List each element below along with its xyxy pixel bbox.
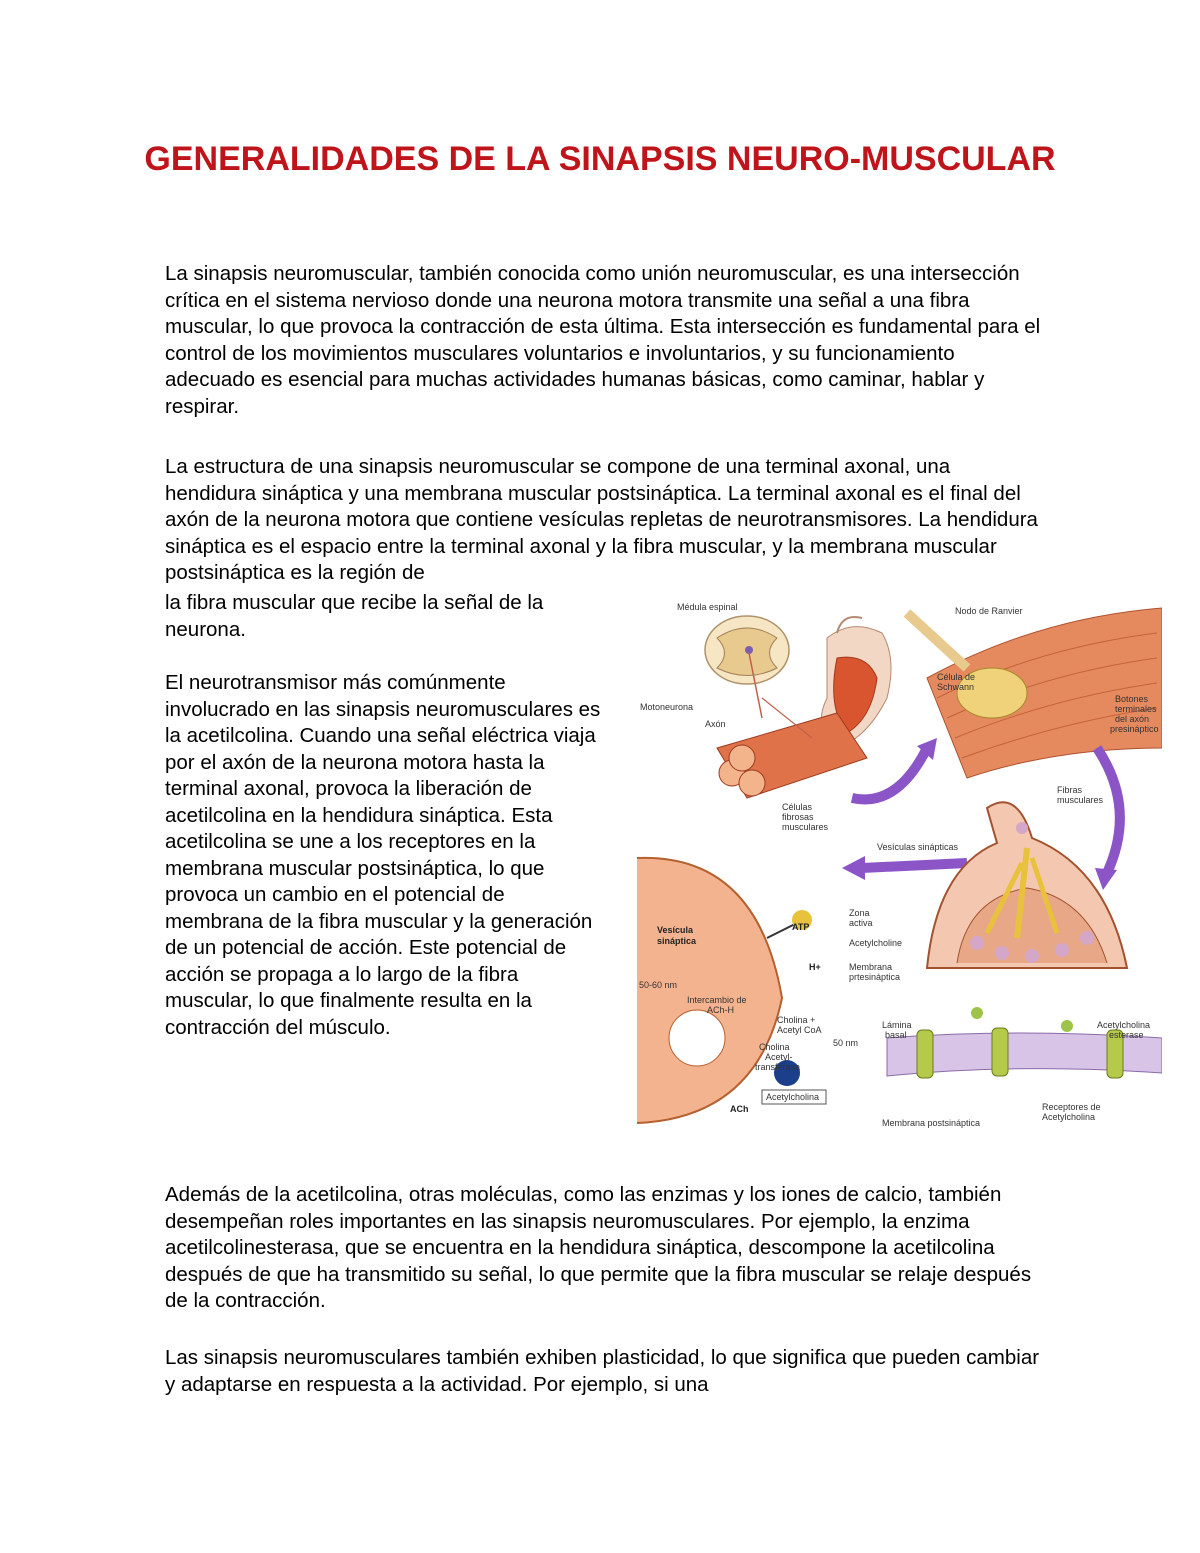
label-botones-2: terminales [1115, 704, 1157, 714]
paragraph-other-molecules: Además de la acetilcolina, otras moléculas, como las enzimas y los iones de calcio, también desempeñan roles importantes en las sinapsis neuromusculares. Por ejemplo, la enzima acetilcolinesterasa, que se encuentra en la hendidura sináptica, descompone la acetilcolina después de que ha transmitido su señal, lo que permite que la fibra muscular se relaje después de la contracción. [165, 1183, 1032, 1312]
label-celulas-2: fibrosas [782, 812, 814, 822]
label-acetylcholine: Acetylcholine [849, 938, 903, 948]
label-vesicula-1: Vesícula [657, 925, 694, 935]
label-motoneurona: Motoneurona [640, 702, 694, 712]
label-vesicula-2: sináptica [657, 936, 697, 946]
label-celulas-3: musculares [782, 822, 829, 832]
label-intercambio-2: ACh-H [707, 1005, 735, 1015]
paragraph-neurotransmitter: El neurotransmisor más comúnmente involucrado en las sinapsis neuromusculares es la acetilcolina. Cuando una señal eléctrica viaja por el axón de la neurona motora hasta la terminal axonal, provoca la liberación de acetilcolina en la hendidura sináptica. Esta acetilcolina se une a los receptores en la membrana muscular postsináptica, lo que provoca un cambio en el potencial de membrana de la fibra muscular y la generación de un potencial de acción. Este potencial de acción se propaga a lo largo de la fibra muscular, lo que finalmente resulta en la contracción del músculo. [165, 671, 601, 1039]
paragraph-structure-continued: la fibra muscular que recibe la señal de la neurona. [165, 591, 544, 641]
label-atp: ATP [792, 922, 810, 932]
label-medula: Médula espinal [677, 602, 738, 612]
label-botones-1: Botones [1115, 694, 1149, 704]
label-nm-50-60: 50-60 nm [639, 980, 678, 990]
label-postsinaptica: Membrana postsináptica [882, 1118, 981, 1128]
label-nm-50: 50 nm [833, 1038, 859, 1048]
paragraph-plasticity: Las sinapsis neuromusculares también exhiben plasticidad, lo que significa que pueden cambiar y adaptarse en respuesta a la actividad. Por ejemplo, si una [165, 1346, 1040, 1396]
label-schwann-1: Célula de [937, 672, 976, 682]
label-fibras-2: musculares [1057, 795, 1104, 805]
label-lamina-1: Lámina [882, 1020, 912, 1030]
label-celulas-1: Células [782, 802, 813, 812]
label-intercambio-1: Intercambio de [687, 995, 747, 1005]
label-receptores-1: Receptores de [1042, 1102, 1101, 1112]
label-ranvier: Nodo de Ranvier [955, 606, 1023, 616]
label-cholina-acetyl-1: Cholina + [777, 1015, 816, 1025]
label-membrana-pre-2: prtesináptica [849, 972, 901, 982]
label-schwann-2: Schwann [937, 682, 975, 692]
label-transferasa-1: Cholina [759, 1042, 790, 1052]
label-transferasa-2: Acetyl- [765, 1052, 793, 1062]
label-transferasa-3: transferasa [755, 1062, 801, 1072]
label-receptores-2: Acetylcholina [1042, 1112, 1096, 1122]
label-acetylcholina-box: Acetylcholina [766, 1092, 820, 1102]
label-lamina-2: basal [885, 1030, 907, 1040]
label-botones-4: presináptico [1110, 724, 1159, 734]
label-botones-3: del axón [1115, 714, 1150, 724]
label-ach-esterase-2: esterase [1109, 1030, 1144, 1040]
document-title: GENERALIDADES DE LA SINAPSIS NEURO-MUSCULAR [144, 140, 1056, 178]
paragraph-structure: La estructura de una sinapsis neuromuscular se compone de una terminal axonal, una hendidura sináptica y una membrana muscular postsináptica. La terminal axonal es el final del axón de la neurona motora que contiene vesículas repletas de neurotransmisores. La hendidura sináptica es el espacio entre la terminal axonal y la fibra muscular, y la membrana muscular postsináptica es la región de [165, 455, 1038, 584]
label-cholina-acetyl-2: Acetyl CoA [777, 1025, 822, 1035]
label-hplus: H+ [809, 962, 821, 972]
paragraph-intro: La sinapsis neuromuscular, también conocida como unión neuromuscular, es una intersección crítica en el sistema nervioso donde una neurona motora transmite una señal a una fibra muscular, lo que provoca la contracción de esta última. Esta intersección es fundamental para el control de los movimientos musculares voluntarios e involuntarios, y su funcionamiento adecuado es esencial para muchas actividades humanas básicas, como caminar, hablar y respirar. [165, 262, 1041, 418]
label-zona-2: activa [849, 918, 873, 928]
label-fibras-1: Fibras [1057, 785, 1083, 795]
label-membrana-pre-1: Membrana [849, 962, 893, 972]
neuromuscular-junction-illustration [637, 598, 1162, 1130]
label-ach-esterase-1: Acetylcholina [1097, 1020, 1151, 1030]
label-ach: ACh [730, 1104, 749, 1114]
label-axon: Axón [705, 719, 726, 729]
label-zona-1: Zona [849, 908, 870, 918]
label-vesiculas: Vesículas sinápticas [877, 842, 959, 852]
